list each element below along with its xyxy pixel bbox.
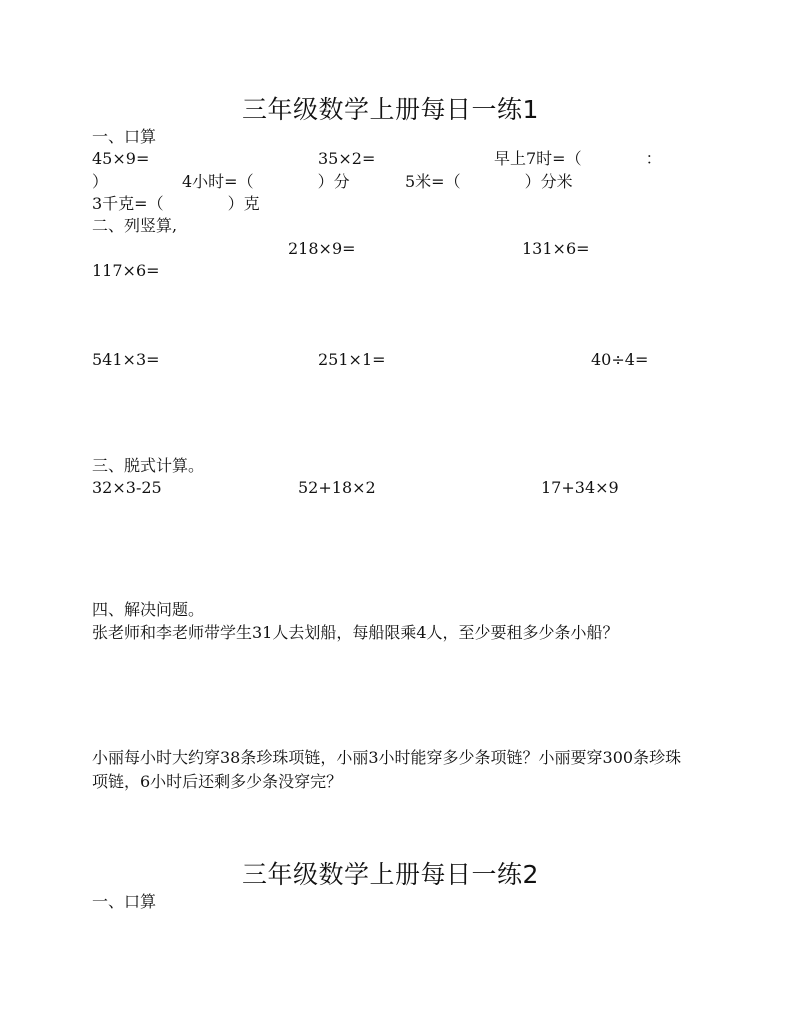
section-heading-vertical: 二、列竖算, (92, 216, 178, 235)
section-heading-problems: 四、解决问题。 (92, 600, 205, 619)
oral-item: 45×9= (92, 149, 150, 168)
oral-item: 3千克=（ ）克 (92, 194, 260, 213)
vertical-item: 541×3= (92, 350, 160, 369)
section-heading-oral: 一、口算 (92, 127, 157, 146)
vertical-item: 131×6= (522, 239, 590, 258)
page-title-1: 三年级数学上册每日一练1 (242, 95, 539, 124)
vertical-item: 117×6= (92, 261, 160, 280)
oral-item: ） (92, 172, 109, 191)
section-heading-oral-2: 一、口算 (92, 892, 157, 911)
vertical-item: 218×9= (288, 239, 356, 258)
page-title-2: 三年级数学上册每日一练2 (242, 860, 539, 889)
vertical-item: 251×1= (318, 350, 386, 369)
stepwise-item: 52+18×2 (298, 478, 376, 497)
word-problem: 小丽每小时大约穿38条珍珠项链，小丽3小时能穿多少条项链？小丽要穿300条珍珠项链，6小时后还剩多少条没穿完？ (92, 748, 682, 791)
stepwise-item: 32×3-25 (92, 478, 162, 497)
section-heading-stepwise: 三、脱式计算。 (92, 456, 205, 475)
word-problem: 张老师和李老师带学生31人去划船，每船限乘4人，至少要租多少条小船？ (92, 623, 619, 642)
oral-item: 早上7时=（ ： (494, 149, 662, 168)
oral-item: 4小时=（ ）分 (182, 172, 350, 191)
stepwise-item: 17+34×9 (541, 478, 619, 497)
oral-item: 5米=（ ）分米 (405, 172, 573, 191)
vertical-item: 40÷4= (591, 350, 649, 369)
oral-item: 35×2= (318, 149, 376, 168)
